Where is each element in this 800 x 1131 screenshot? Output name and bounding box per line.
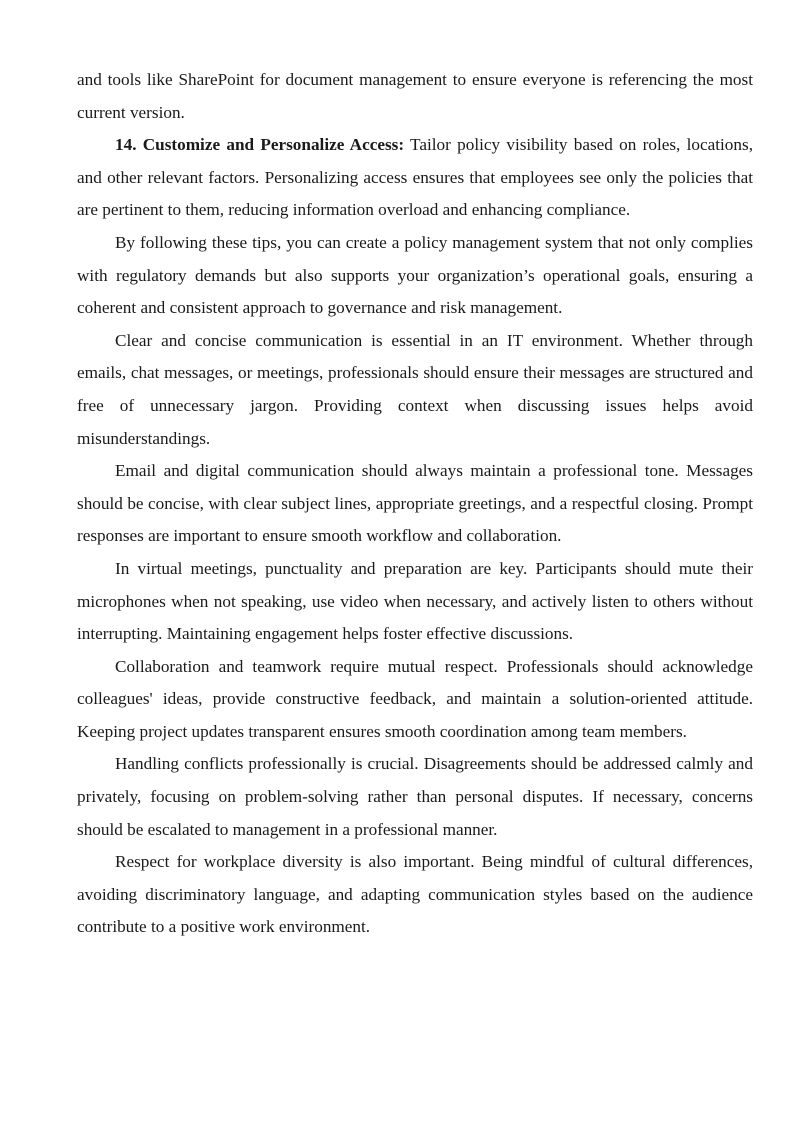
paragraph-summary (77, 227, 753, 325)
paragraph-collaboration (77, 651, 753, 749)
paragraph-diversity (77, 846, 753, 944)
list-item-text: Tailor policy visibility based on roles, locations, and other relevant factors. Personalizing access ensures that employees see only the policies that are pertinent to them, reducing information overload and enhancing compliance. (77, 135, 753, 220)
paragraph-text: Email and digital communication should always maintain a professional tone. Messages should be concise, with clear subject lines, appropriate greetings, and a respectful closing. Prompt responses are important to ensure smooth workflow and collaboration. (77, 461, 753, 546)
paragraph-text: In virtual meetings, punctuality and preparation are key. Participants should mute their microphones when not speaking, use video when necessary, and actively listen to others without interrupting. Maintaining engagement helps foster effective discussions. (77, 558, 753, 644)
paragraph-text: and tools like SharePoint for document management to ensure everyone is referencing the most current version. (77, 70, 753, 122)
paragraph-email (77, 455, 753, 553)
document-page (77, 64, 753, 944)
paragraph-text: By following these tips, you can create a policy management system that not only complies with regulatory demands but also supports your organization’s operational goals, ensuring a coherent and consistent approach to governance and risk management. (77, 232, 753, 318)
paragraph-text: Respect for workplace diversity is also important. Being mindful of cultural differences, avoiding discriminatory language, and adapting communication styles based on the audience contribute to a positive work environment. (77, 852, 753, 937)
paragraph-text: Clear and concise communication is essential in an IT environment. Whether through emails, chat messages, or meetings, professionals should ensure their messages are structured and free of unnecessary jargon. Providing context when discussing issues helps avoid misunderstandings. (77, 330, 753, 448)
list-item-customize-access (77, 129, 753, 227)
list-item-heading: 14. Customize and Personalize Access: (115, 135, 405, 155)
paragraph-communication (77, 325, 753, 455)
paragraph-conflicts (77, 748, 753, 846)
paragraph-text: Handling conflicts professionally is crucial. Disagreements should be addressed calmly and privately, focusing on problem-solving rather than personal disputes. If necessary, concerns should be escalated to management in a professional manner. (77, 754, 753, 839)
paragraph-continuation (77, 64, 753, 129)
paragraph-text: Collaboration and teamwork require mutual respect. Professionals should acknowledge colleagues' ideas, provide constructive feedback, and maintain a solution-oriented attitude. Keeping project updates transparent ensures smooth coordination among team members. (77, 656, 753, 741)
paragraph-virtual-meetings (77, 553, 753, 651)
